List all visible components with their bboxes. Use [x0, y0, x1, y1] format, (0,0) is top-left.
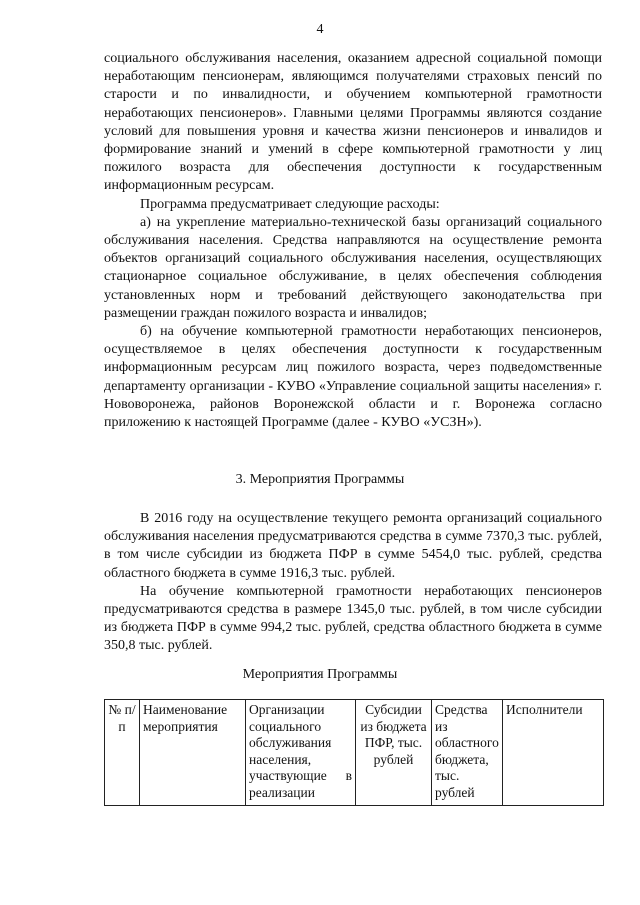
paragraph: На обучение компьютерной грамотности неработающих пенсионеров предусматриваются средства в размере 1345,0 тыс. рублей, в том числе субсидии из бюджета ПФР в сумме 994,2 тыс. рублей, средства областного бюджета в сумме 350,8 тыс. рублей.	[104, 583, 602, 654]
paragraph: социального обслуживания населения, оказанием адресной социальной помощи неработающим пенсионерам, являющимся получателями страховых пенсий по старости и по инвалидности, и обучением компьютерной грамотности неработающих пенсионеров». Главными целями Программы являются создание условий для повышения уровня и качества жизни пенсионеров и инвалидов и формирование знаний и умений в сфере компьютерной грамотности у лиц пожилого возраста для обеспечения доступности к государственным информационным ресурсам.	[104, 51, 602, 194]
table-title: Мероприятия Программы	[242, 667, 398, 682]
header-cell-executors: Исполнители	[503, 700, 604, 806]
paragraph: а) на укрепление материально-технической базы организаций социального обслуживания населения. Средства направляются на осуществление ремонта объектов организаций социального обслуживания населения, осуществляющих стационарное социальное обслуживание, в целях обеспечения соблюдения установленных норм и требований действующего законодательства при размещении граждан пожилого возраста и инвалидов;	[104, 214, 602, 321]
header-cell-organizations: Организации социального обслуживания населения, участвующие в реализации	[246, 700, 356, 806]
header-cell-pfr-subsidies: Субсидии из бюджета ПФР, тыс. рублей	[356, 700, 432, 806]
paragraph: В 2016 году на осуществление текущего ремонта организаций социального обслуживания населения предусматриваются средства в сумме 7370,3 тыс. рублей, в том числе субсидии из бюджета ПФР в сумме 5454,0 тыс. рублей, средства областного бюджета в сумме 1916,3 тыс. рублей.	[104, 511, 602, 581]
header-cell-regional-budget: Средства из областного бюджета, тыс. рублей	[432, 700, 503, 806]
section-heading: 3. Мероприятия Программы	[235, 472, 405, 487]
table-header-row	[105, 700, 604, 806]
paragraph: Программа предусматривает следующие расходы:	[140, 196, 440, 212]
header-cell-number: № п/п	[105, 700, 140, 806]
header-cell-name: Наименование мероприятия	[140, 700, 246, 806]
paragraph: б) на обучение компьютерной грамотности неработающих пенсионеров, осуществляемое в целях обеспечения доступности к государственным информационным ресурсам лиц пожилого возраста, через подведомственные департаменту организации - КУВО «Управление социальной защиты населения» г. Нововоронежа, районов Воронежской области и г. Воронежа согласно приложению к настоящей Программе (далее - КУВО «УСЗН»).	[104, 324, 602, 431]
section-text	[104, 510, 602, 656]
page-number: 4	[316, 22, 324, 37]
events-table	[104, 699, 604, 806]
body-text	[104, 50, 602, 432]
